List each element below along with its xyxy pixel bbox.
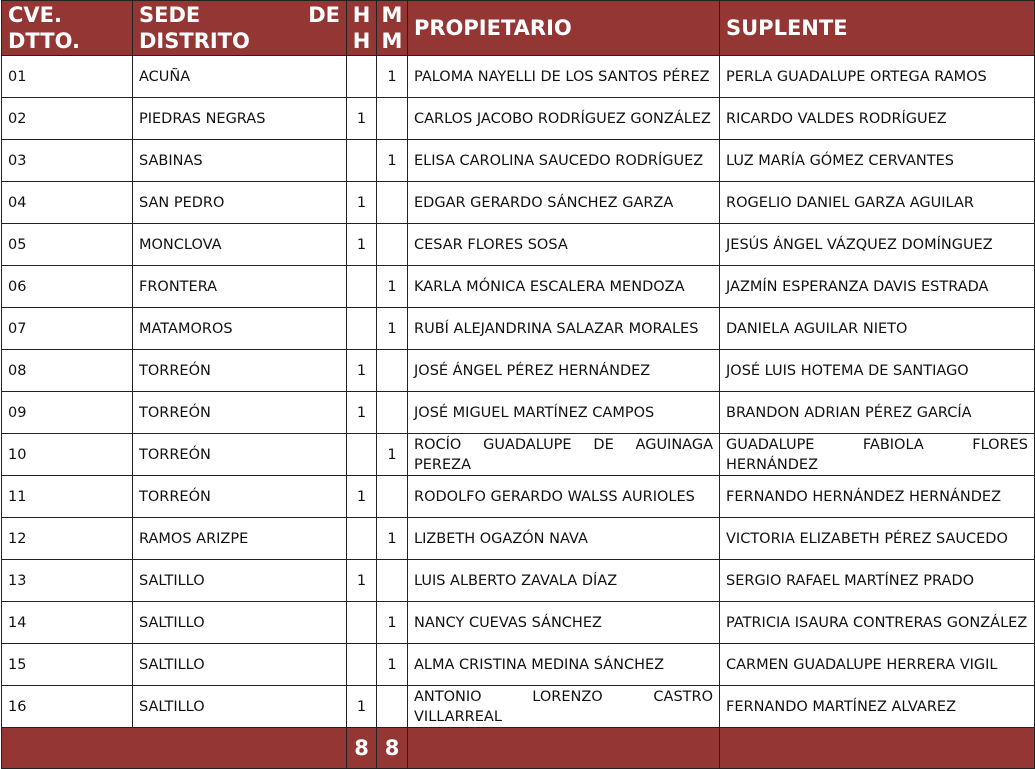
cell-h: 1: [347, 182, 377, 224]
cell-m: 1: [377, 434, 408, 476]
cell-h: [347, 266, 377, 308]
header-propietario: PROPIETARIO: [408, 1, 720, 56]
cell-sede: RAMOS ARIZPE: [133, 518, 347, 560]
cell-h: 1: [347, 350, 377, 392]
table-row: [2, 476, 1035, 518]
header-sede-distrito: [133, 1, 347, 56]
cell-m: [377, 392, 408, 434]
table-row: [2, 434, 1035, 476]
cell-cve: 10: [2, 434, 133, 476]
header-h: H H: [347, 1, 377, 56]
cell-cve: 15: [2, 644, 133, 686]
cell-m: 1: [377, 644, 408, 686]
cell-propietario: EDGAR GERARDO SÁNCHEZ GARZA: [408, 182, 720, 224]
cell-m: 1: [377, 602, 408, 644]
cell-propietario: CARLOS JACOBO RODRÍGUEZ GONZÁLEZ: [408, 98, 720, 140]
cell-propietario: LUIS ALBERTO ZAVALA DÍAZ: [408, 560, 720, 602]
table-row: [2, 392, 1035, 434]
table-row: [2, 266, 1035, 308]
cell-h: [347, 518, 377, 560]
cell-propietario: PALOMA NAYELLI DE LOS SANTOS PÉREZ: [408, 56, 720, 98]
table-row: [2, 98, 1035, 140]
table-row: [2, 602, 1035, 644]
cell-sede: SALTILLO: [133, 644, 347, 686]
cell-sede: TORREÓN: [133, 476, 347, 518]
totals-spacer: [2, 728, 347, 769]
header-sede-word: SEDE: [139, 3, 201, 27]
cell-propietario: CESAR FLORES SOSA: [408, 224, 720, 266]
cell-suplente: PATRICIA ISAURA CONTRERAS GONZÁLEZ: [720, 602, 1035, 644]
cell-m: 1: [377, 518, 408, 560]
totals-row: [2, 728, 1035, 769]
cell-suplente: VICTORIA ELIZABETH PÉREZ SAUCEDO: [720, 518, 1035, 560]
cell-sede: TORREÓN: [133, 434, 347, 476]
table-row: [2, 644, 1035, 686]
cell-sede: ACUÑA: [133, 56, 347, 98]
total-m: 8: [377, 728, 408, 769]
cell-cve: 02: [2, 98, 133, 140]
cell-cve: 04: [2, 182, 133, 224]
cell-m: [377, 686, 408, 728]
cell-sede: SALTILLO: [133, 560, 347, 602]
cell-propietario: ROCÍO GUADALUPE DE AGUINAGA PEREZA: [408, 434, 720, 476]
cell-suplente: PERLA GUADALUPE ORTEGA RAMOS: [720, 56, 1035, 98]
cell-sede: MONCLOVA: [133, 224, 347, 266]
cell-suplente: JOSÉ LUIS HOTEMA DE SANTIAGO: [720, 350, 1035, 392]
cell-h: 1: [347, 476, 377, 518]
cell-suplente: RICARDO VALDES RODRÍGUEZ: [720, 98, 1035, 140]
cell-sede: SALTILLO: [133, 686, 347, 728]
cell-sede: SABINAS: [133, 140, 347, 182]
cell-m: [377, 560, 408, 602]
table-row: [2, 308, 1035, 350]
districts-table: [1, 0, 1035, 769]
table-row: [2, 182, 1035, 224]
cell-h: [347, 644, 377, 686]
cell-h: 1: [347, 686, 377, 728]
cell-propietario: ANTONIO LORENZO CASTRO VILLARREAL: [408, 686, 720, 728]
cell-propietario: LIZBETH OGAZÓN NAVA: [408, 518, 720, 560]
cell-h: [347, 56, 377, 98]
totals-empty-propietario: [408, 728, 720, 769]
total-h: 8: [347, 728, 377, 769]
cell-cve: 16: [2, 686, 133, 728]
table-body: [2, 56, 1035, 728]
cell-m: 1: [377, 308, 408, 350]
cell-m: [377, 182, 408, 224]
cell-propietario: JOSÉ MIGUEL MARTÍNEZ CAMPOS: [408, 392, 720, 434]
cell-h: [347, 140, 377, 182]
cell-sede: SAN PEDRO: [133, 182, 347, 224]
cell-h: [347, 434, 377, 476]
cell-h: 1: [347, 98, 377, 140]
table-row: [2, 560, 1035, 602]
header-cve-dtto: CVE. DTTO.: [2, 1, 133, 56]
cell-suplente: LUZ MARÍA GÓMEZ CERVANTES: [720, 140, 1035, 182]
cell-cve: 14: [2, 602, 133, 644]
cell-cve: 03: [2, 140, 133, 182]
cell-m: 1: [377, 140, 408, 182]
cell-suplente: ROGELIO DANIEL GARZA AGUILAR: [720, 182, 1035, 224]
cell-propietario: RODOLFO GERARDO WALSS AURIOLES: [408, 476, 720, 518]
cell-cve: 12: [2, 518, 133, 560]
cell-cve: 01: [2, 56, 133, 98]
cell-cve: 05: [2, 224, 133, 266]
cell-cve: 08: [2, 350, 133, 392]
cell-cve: 06: [2, 266, 133, 308]
cell-suplente: SERGIO RAFAEL MARTÍNEZ PRADO: [720, 560, 1035, 602]
table-row: [2, 56, 1035, 98]
cell-m: [377, 98, 408, 140]
cell-cve: 11: [2, 476, 133, 518]
cell-m: 1: [377, 56, 408, 98]
cell-suplente: JAZMÍN ESPERANZA DAVIS ESTRADA: [720, 266, 1035, 308]
cell-sede: TORREÓN: [133, 350, 347, 392]
header-row: [2, 1, 1035, 56]
header-m: M M: [377, 1, 408, 56]
cell-m: [377, 224, 408, 266]
cell-propietario: KARLA MÓNICA ESCALERA MENDOZA: [408, 266, 720, 308]
cell-sede: PIEDRAS NEGRAS: [133, 98, 347, 140]
cell-sede: SALTILLO: [133, 602, 347, 644]
cell-propietario: ALMA CRISTINA MEDINA SÁNCHEZ: [408, 644, 720, 686]
cell-suplente: CARMEN GUADALUPE HERRERA VIGIL: [720, 644, 1035, 686]
cell-suplente: JESÚS ÁNGEL VÁZQUEZ DOMÍNGUEZ: [720, 224, 1035, 266]
cell-h: 1: [347, 392, 377, 434]
cell-suplente: BRANDON ADRIAN PÉREZ GARCÍA: [720, 392, 1035, 434]
cell-propietario: NANCY CUEVAS SÁNCHEZ: [408, 602, 720, 644]
table-row: [2, 140, 1035, 182]
header-de-word: DE: [308, 3, 340, 27]
cell-suplente: FERNANDO HERNÁNDEZ HERNÁNDEZ: [720, 476, 1035, 518]
cell-propietario: JOSÉ ÁNGEL PÉREZ HERNÁNDEZ: [408, 350, 720, 392]
cell-suplente: DANIELA AGUILAR NIETO: [720, 308, 1035, 350]
cell-m: 1: [377, 266, 408, 308]
cell-cve: 09: [2, 392, 133, 434]
cell-cve: 07: [2, 308, 133, 350]
cell-sede: FRONTERA: [133, 266, 347, 308]
header-distrito-word: DISTRITO: [139, 29, 250, 53]
table-row: [2, 224, 1035, 266]
cell-suplente: GUADALUPE FABIOLA FLORES HERNÁNDEZ: [720, 434, 1035, 476]
cell-m: [377, 476, 408, 518]
cell-h: [347, 308, 377, 350]
table-row: [2, 518, 1035, 560]
table-row: [2, 350, 1035, 392]
cell-h: 1: [347, 560, 377, 602]
cell-sede: TORREÓN: [133, 392, 347, 434]
cell-m: [377, 350, 408, 392]
cell-propietario: ELISA CAROLINA SAUCEDO RODRÍGUEZ: [408, 140, 720, 182]
cell-h: 1: [347, 224, 377, 266]
cell-h: [347, 602, 377, 644]
header-suplente: SUPLENTE: [720, 1, 1035, 56]
totals-empty-suplente: [720, 728, 1035, 769]
cell-propietario: RUBÍ ALEJANDRINA SALAZAR MORALES: [408, 308, 720, 350]
cell-suplente: FERNANDO MARTÍNEZ ALVAREZ: [720, 686, 1035, 728]
cell-sede: MATAMOROS: [133, 308, 347, 350]
table-row: [2, 686, 1035, 728]
cell-cve: 13: [2, 560, 133, 602]
